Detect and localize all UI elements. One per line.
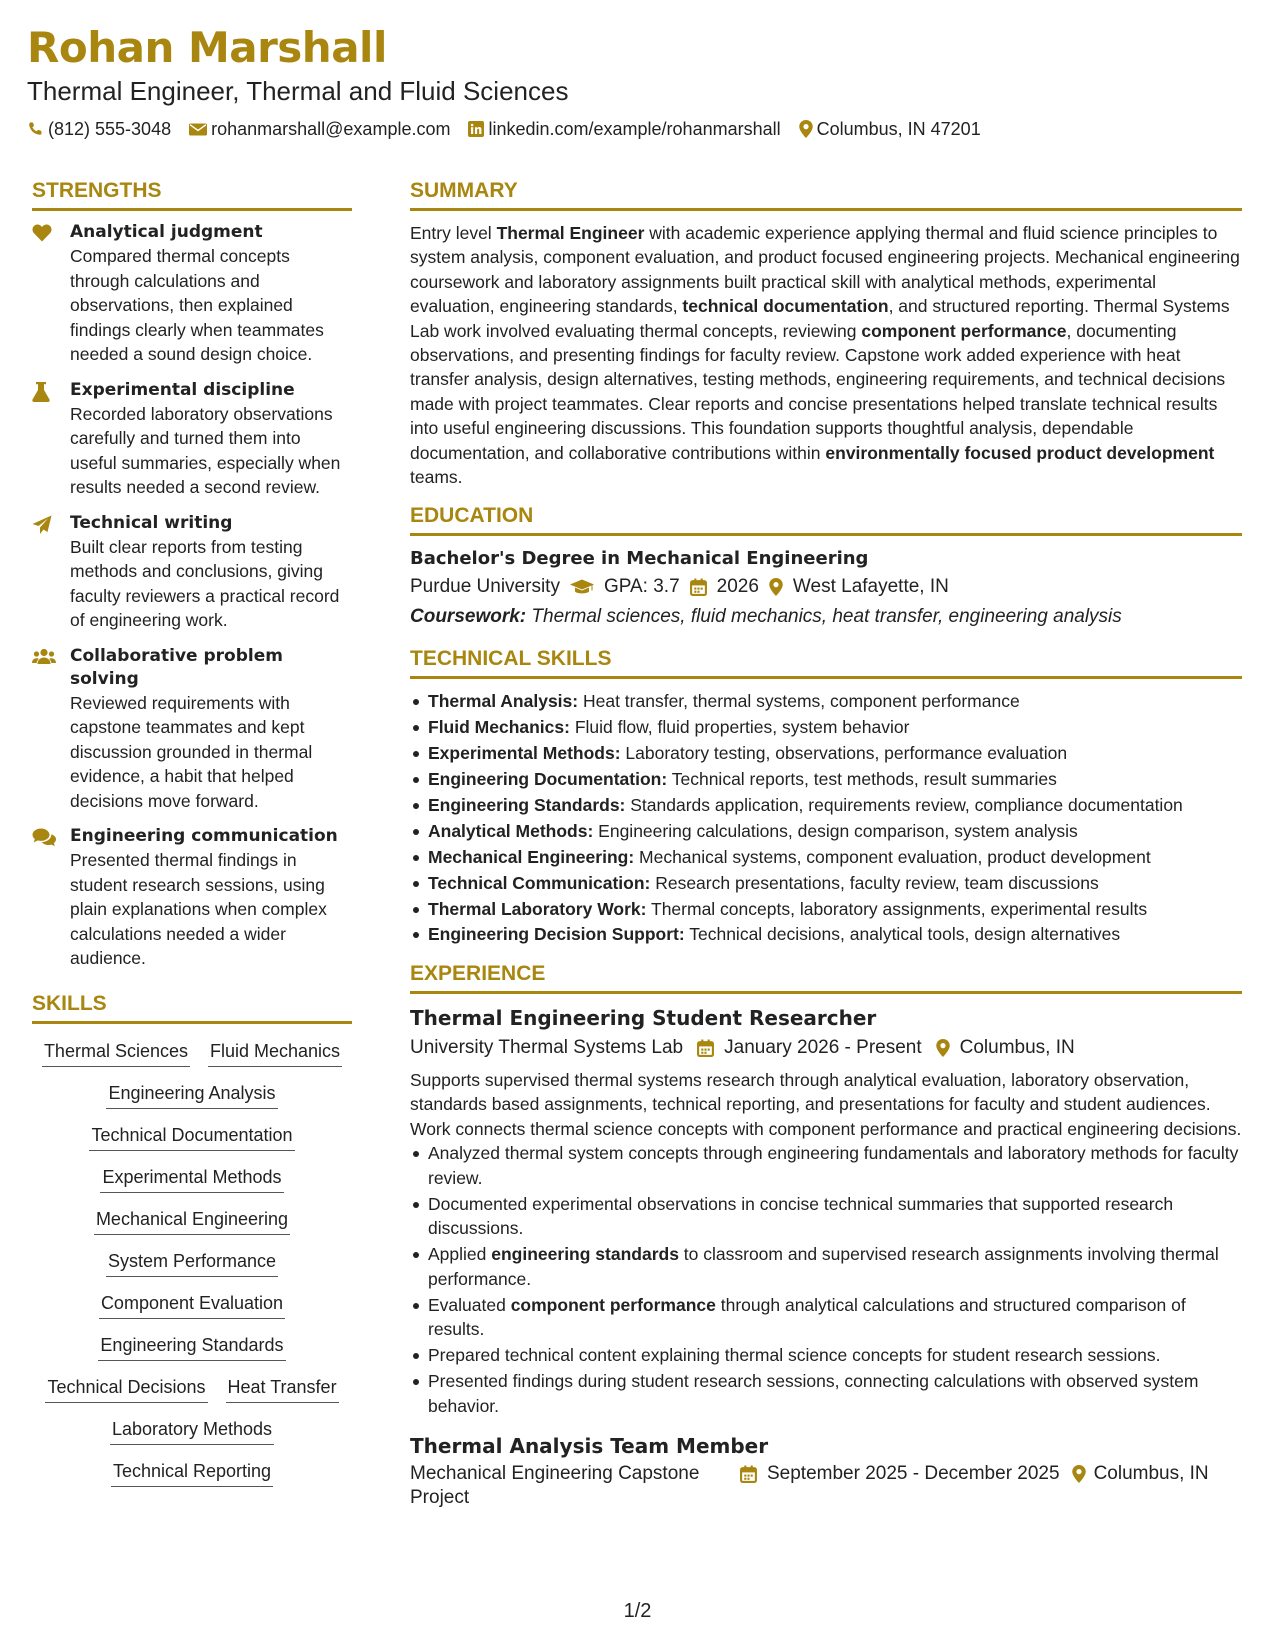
technical-skill-label: Mechanical Engineering: xyxy=(428,846,635,867)
map-marker-icon xyxy=(1072,1465,1086,1483)
strengths-list xyxy=(32,221,352,971)
technical-skill-text: Standards application, requirements review, compliance documentation xyxy=(625,795,1183,816)
strength-body xyxy=(70,379,352,500)
graduation-cap-icon xyxy=(570,579,594,596)
job-title: Thermal Engineering Student Researcher xyxy=(410,1005,877,1030)
job-bullet xyxy=(410,1343,1242,1368)
contact-phone xyxy=(27,118,171,140)
paper-plane-icon xyxy=(32,512,70,633)
technical-skill-label: Analytical Methods: xyxy=(428,820,594,841)
strength-name: Engineering communication xyxy=(70,826,338,846)
technical-skill-label: Technical Communication: xyxy=(428,872,651,893)
map-marker-icon xyxy=(799,120,813,138)
coursework xyxy=(410,602,1242,632)
strength-body xyxy=(70,645,352,814)
linkedin-icon xyxy=(468,121,484,137)
experience-entry xyxy=(410,1004,1242,1418)
technical-skill-label: Engineering Decision Support: xyxy=(428,924,685,945)
strength-name: Analytical judgment xyxy=(70,222,263,242)
users-icon xyxy=(32,645,70,814)
technical-skill-label: Experimental Methods: xyxy=(428,743,621,764)
candidate-title: Thermal Engineer, Thermal and Fluid Sciences xyxy=(27,76,569,106)
technical-skills-list xyxy=(410,689,1242,947)
job-location: Columbus, IN xyxy=(959,1036,1075,1058)
emphasis-text: component performance xyxy=(861,320,1067,341)
technical-skill-item xyxy=(410,897,1242,922)
experience-heading: EXPERIENCE xyxy=(410,961,1242,994)
job-dates: January 2026 - Present xyxy=(724,1036,922,1058)
calendar-icon xyxy=(740,1465,757,1483)
location-text: Columbus, IN 47201 xyxy=(816,119,981,139)
skill-tag: Technical Documentation xyxy=(89,1124,294,1151)
comments-icon xyxy=(32,825,70,971)
emphasis-text: Thermal Engineer xyxy=(496,223,645,243)
candidate-name: Rohan Marshall xyxy=(27,23,387,72)
skill-tag: Technical Decisions xyxy=(45,1376,207,1403)
contact-email[interactable] xyxy=(189,118,450,140)
envelope-icon xyxy=(189,122,207,137)
job-bullet xyxy=(410,1369,1242,1418)
text-run: Documented experimental observations in concise technical summaries that supported research discussions. xyxy=(428,1193,1174,1239)
skill-tag: Experimental Methods xyxy=(100,1166,283,1193)
text-run: Presented findings during student research sessions, connecting calculations with observed system behavior. xyxy=(428,1371,1199,1416)
skill-tag: Component Evaluation xyxy=(99,1292,285,1319)
job-bullet xyxy=(410,1242,1242,1291)
technical-skill-text: Mechanical systems, component evaluation, product development xyxy=(634,846,1151,867)
graduation-year: 2026 xyxy=(716,576,759,598)
skill-tag: Mechanical Engineering xyxy=(94,1208,290,1235)
gpa-text: GPA: 3.7 xyxy=(603,576,680,598)
text-run: Prepared technical content explaining thermal science concepts for student research sessions. xyxy=(428,1345,1161,1366)
strengths-heading: STRENGTHS xyxy=(32,178,352,211)
technical-skills-heading: TECHNICAL SKILLS xyxy=(410,646,1242,679)
technical-skill-label: Thermal Analysis: xyxy=(428,691,579,712)
strength-name: Experimental discipline xyxy=(70,379,295,400)
text-run: teams. xyxy=(410,467,463,488)
job-meta xyxy=(410,1032,1242,1064)
heart-icon xyxy=(32,221,70,367)
technical-skill-item xyxy=(410,689,1242,714)
skills-row xyxy=(32,1124,352,1151)
skills-row xyxy=(32,1040,352,1067)
text-run: Analyzed thermal system concepts through engineering fundamentals and laboratory methods for faculty review. xyxy=(428,1143,1239,1188)
skills-row xyxy=(32,1166,352,1193)
text-run: through analytical calculations and structured comparison of results. xyxy=(428,1294,1186,1340)
phone-icon xyxy=(27,121,44,138)
strength-description: Presented thermal findings in student research sessions, using plain explanations when complex calculations needed a wider audience. xyxy=(70,850,327,968)
experience-entry xyxy=(410,1432,1242,1510)
text-run: Entry level xyxy=(410,223,497,243)
technical-skill-item xyxy=(410,845,1242,870)
job-dates: September 2025 - December 2025 xyxy=(767,1463,1060,1485)
job-bullet xyxy=(410,1293,1242,1342)
technical-skill-item xyxy=(410,871,1242,896)
emphasis-text: technical documentation xyxy=(682,296,889,317)
skills-row xyxy=(32,1418,352,1445)
contact-bar xyxy=(27,118,1247,140)
job-description: Supports supervised thermal systems research through analytical evaluation, laboratory observation, standards based assignments, technical reporting, and presentations for faculty and student audiences. Work connects thermal science concepts with component performance and practical engineering decisions. xyxy=(410,1069,1242,1139)
strength-item xyxy=(32,379,352,500)
map-marker-icon xyxy=(769,578,783,596)
text-run: with academic experience applying thermal and fluid science principles to system analysis, component evaluation, and product focused engineering projects. Mechanical engineering coursework and laboratory assignments built practical skill with analytical methods, experimental evaluation, engineering standards, xyxy=(410,223,1240,317)
right-column xyxy=(410,178,1242,1510)
skills-row xyxy=(32,1292,352,1319)
skills-list xyxy=(32,1040,352,1487)
job-bullet xyxy=(410,1192,1242,1241)
job-bullet xyxy=(410,1141,1242,1190)
technical-skill-item xyxy=(410,819,1242,844)
skill-tag: Technical Reporting xyxy=(111,1460,273,1487)
summary-text xyxy=(410,221,1242,489)
emphasis-text: engineering standards xyxy=(491,1244,679,1265)
strength-item xyxy=(32,645,352,814)
strength-body xyxy=(70,825,352,971)
school-location: West Lafayette, IN xyxy=(792,576,949,598)
skill-tag: Fluid Mechanics xyxy=(208,1040,342,1067)
skills-heading: SKILLS xyxy=(32,991,352,1024)
technical-skill-text: Laboratory testing, observations, performance evaluation xyxy=(620,743,1068,764)
calendar-icon xyxy=(690,578,707,596)
text-run: Applied xyxy=(428,1244,492,1265)
linkedin-text[interactable]: linkedin.com/example/rohanmarshall xyxy=(488,119,781,139)
skills-row xyxy=(32,1460,352,1487)
technical-skill-text: Technical reports, test methods, result summaries xyxy=(667,769,1057,790)
skills-row xyxy=(32,1376,352,1403)
job-bullets xyxy=(410,1141,1242,1418)
strength-description: Reviewed requirements with capstone teammates and kept discussion grounded in thermal evidence, a habit that helped decisions move forward. xyxy=(70,692,313,811)
strength-item xyxy=(32,825,352,971)
technical-skill-text: Heat transfer, thermal systems, component performance xyxy=(578,691,1020,712)
technical-skill-label: Engineering Standards: xyxy=(428,795,626,816)
calendar-icon xyxy=(697,1039,714,1057)
strength-name: Collaborative problem solving xyxy=(70,645,283,689)
skill-tag: Laboratory Methods xyxy=(110,1418,274,1445)
left-column xyxy=(32,178,352,1487)
email-text[interactable]: rohanmarshall@example.com xyxy=(211,119,451,139)
contact-location xyxy=(799,118,981,140)
job-title: Thermal Analysis Team Member xyxy=(410,1434,769,1459)
flask-icon xyxy=(32,379,70,500)
strength-name: Technical writing xyxy=(70,512,233,533)
page-number: 1/2 xyxy=(623,1600,652,1622)
text-run: , documenting observations, and presenting findings for faculty review. Capstone work added experience with heat transfer analysis, design alternatives, testing methods, engineering requirements, and technical decisions made with project teammates. Clear reports and concise presentations helped translate technical results into useful engineering discussions. This foundation supports thoughtful analysis, dependable documentation, and collaborative contributions within xyxy=(410,320,1226,463)
text-run: , and structured reporting. Thermal Systems Lab work involved evaluating thermal concepts, reviewing xyxy=(410,296,1230,341)
technical-skill-text: Research presentations, faculty review, team discussions xyxy=(650,872,1099,893)
skill-tag: Engineering Analysis xyxy=(106,1082,277,1109)
skills-row xyxy=(32,1082,352,1109)
contact-linkedin[interactable] xyxy=(468,118,780,140)
technical-skill-label: Engineering Documentation: xyxy=(428,769,668,790)
emphasis-text: environmentally focused product development xyxy=(825,442,1215,463)
skill-tag: Engineering Standards xyxy=(98,1334,285,1361)
strength-description: Compared thermal concepts through calculations and observations, then explained findings clearly when teammates needed a sound design choice. xyxy=(70,246,324,364)
technical-skill-item xyxy=(410,741,1242,766)
technical-skill-item xyxy=(410,715,1242,740)
strength-item xyxy=(32,221,352,367)
strength-body xyxy=(70,221,352,367)
technical-skill-label: Fluid Mechanics: xyxy=(428,717,570,738)
skills-row xyxy=(32,1208,352,1235)
technical-skill-text: Thermal concepts, laboratory assignments, experimental results xyxy=(646,898,1148,919)
strength-body xyxy=(70,512,352,633)
emphasis-text: component performance xyxy=(510,1294,716,1315)
text-run: to classroom and supervised research assignments involving thermal performance. xyxy=(428,1244,1219,1289)
skill-tag: Thermal Sciences xyxy=(42,1040,190,1067)
summary-heading: SUMMARY xyxy=(410,178,1242,211)
skill-tag: System Performance xyxy=(106,1250,278,1277)
education-meta xyxy=(410,572,1242,602)
map-marker-icon xyxy=(936,1039,950,1057)
technical-skill-label: Thermal Laboratory Work: xyxy=(428,898,647,919)
school-name: Purdue University xyxy=(410,576,560,598)
technical-skill-text: Fluid flow, fluid properties, system behavior xyxy=(569,717,910,738)
technical-skill-item xyxy=(410,793,1242,818)
coursework-text: Thermal sciences, fluid mechanics, heat transfer, engineering analysis xyxy=(531,606,1122,628)
strength-description: Built clear reports from testing methods and conclusions, giving faculty reviewers a practical record of engineering work. xyxy=(70,536,340,630)
skills-row xyxy=(32,1250,352,1277)
coursework-label: Coursework: xyxy=(410,606,527,628)
job-organization: University Thermal Systems Lab xyxy=(410,1036,684,1058)
strength-description: Recorded laboratory observations carefully and turned them into useful summaries, especially when results needed a second review. xyxy=(70,403,341,497)
education-heading: EDUCATION xyxy=(410,503,1242,536)
technical-skill-item xyxy=(410,922,1242,947)
phone-text: (812) 555-3048 xyxy=(48,119,172,139)
skills-row xyxy=(32,1334,352,1361)
job-location: Columbus, IN xyxy=(1093,1463,1209,1485)
strength-item xyxy=(32,512,352,633)
job-meta xyxy=(410,1462,1242,1510)
technical-skill-text: Engineering calculations, design comparison, system analysis xyxy=(593,820,1078,841)
technical-skill-item xyxy=(410,767,1242,792)
text-run: Evaluated xyxy=(428,1294,511,1315)
skill-tag: Heat Transfer xyxy=(226,1376,339,1403)
degree-name: Bachelor's Degree in Mechanical Engineering xyxy=(410,548,869,570)
technical-skill-text: Technical decisions, analytical tools, design alternatives xyxy=(684,924,1121,945)
job-organization: Mechanical Engineering Capstone Project xyxy=(410,1463,700,1509)
resume-header xyxy=(27,22,1247,140)
